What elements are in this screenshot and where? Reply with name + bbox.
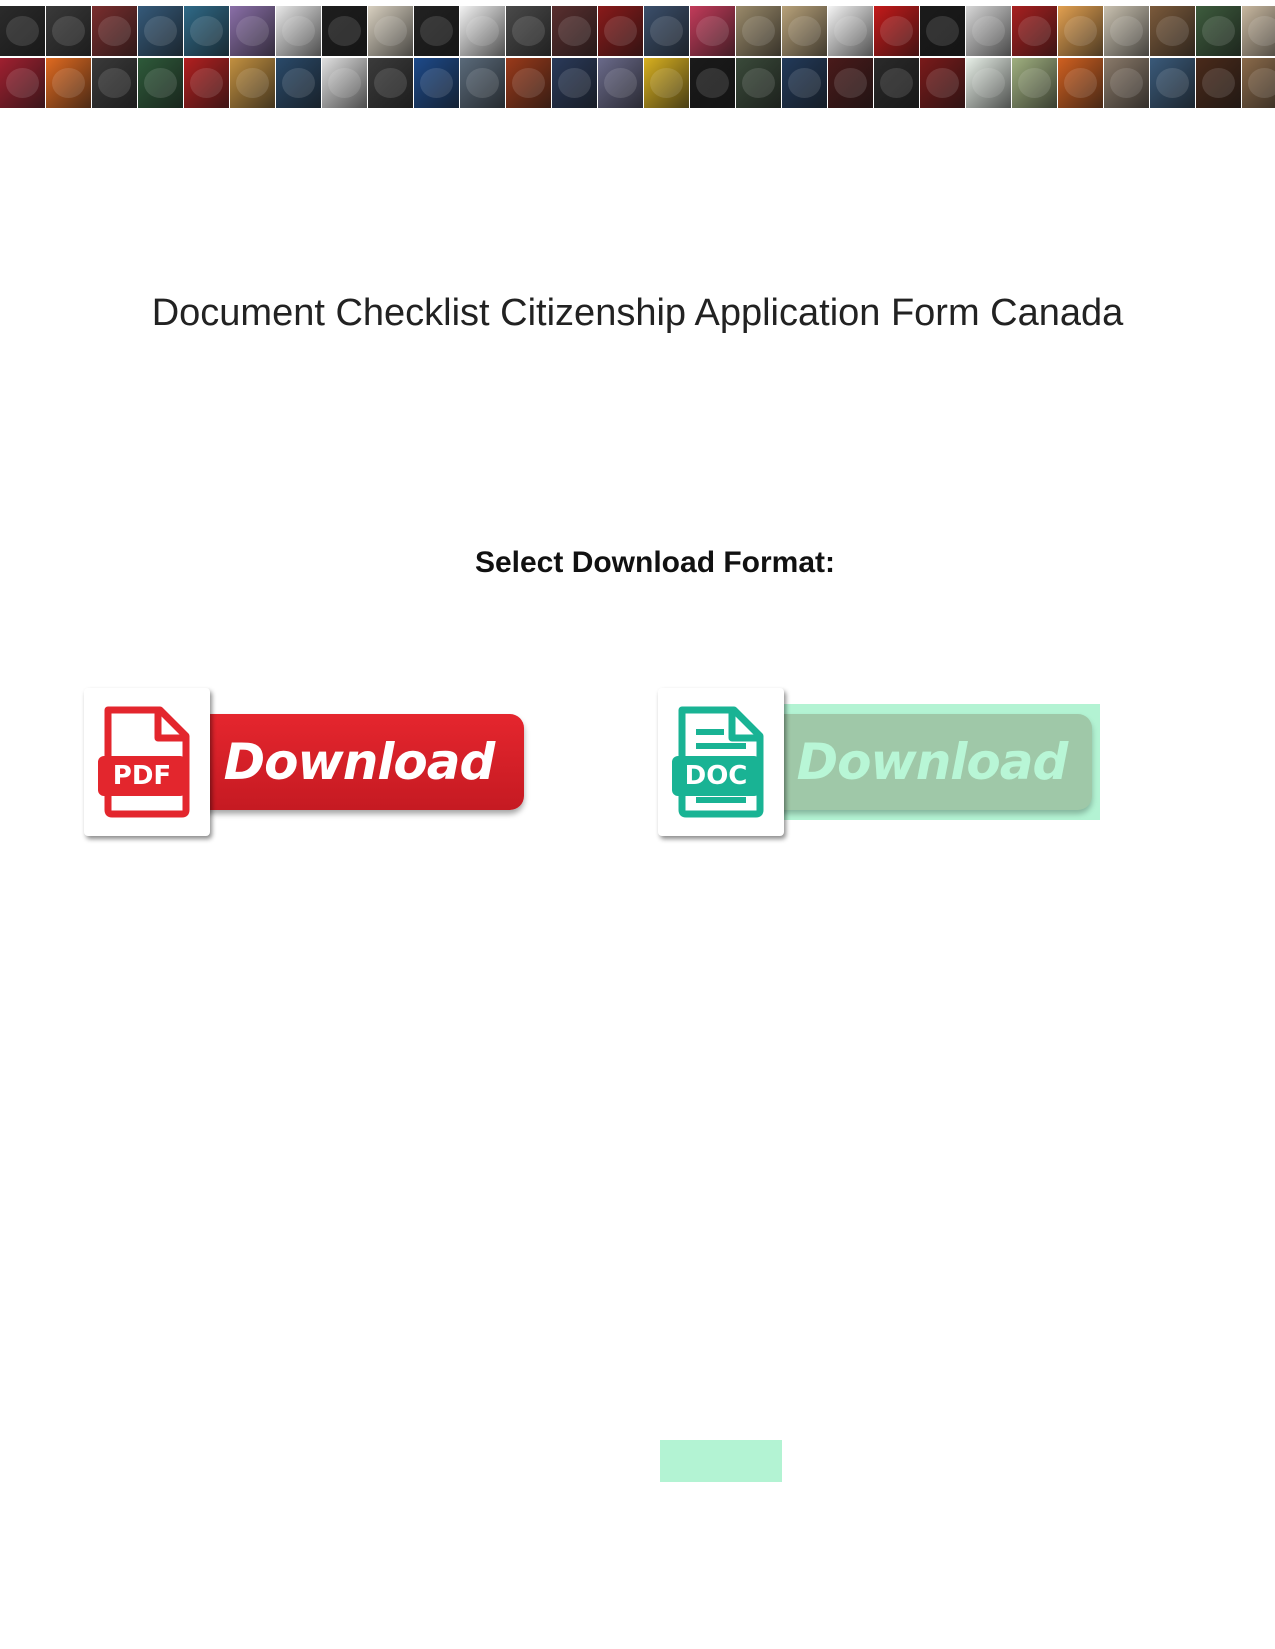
media-cover-tile [460, 58, 505, 108]
media-cover-tile [828, 58, 873, 108]
download-doc-label: Download [796, 733, 1068, 791]
download-pdf-label: Download [223, 733, 495, 791]
media-cover-tile [138, 6, 183, 56]
media-cover-tile [1104, 6, 1149, 56]
media-cover-tile [1150, 58, 1195, 108]
media-cover-tile [782, 6, 827, 56]
media-cover-tile [92, 6, 137, 56]
media-cover-tile [460, 6, 505, 56]
media-cover-tile [0, 58, 45, 108]
media-cover-tile [598, 58, 643, 108]
download-pdf-button[interactable] [84, 688, 542, 840]
media-cover-tile [92, 58, 137, 108]
media-cover-tile [966, 58, 1011, 108]
media-cover-tile [0, 6, 45, 56]
media-cover-tile [1104, 58, 1149, 108]
bottom-highlight-block [660, 1440, 782, 1482]
media-cover-tile [184, 58, 229, 108]
media-cover-tile [736, 58, 781, 108]
media-cover-tile [920, 58, 965, 108]
media-cover-tile [1012, 6, 1057, 56]
media-cover-tile [46, 58, 91, 108]
media-cover-tile [644, 6, 689, 56]
download-pdf-bar[interactable] [184, 714, 524, 810]
media-cover-tile [1150, 6, 1195, 56]
media-cover-banner [0, 6, 1275, 108]
select-format-heading: Select Download Format: [474, 546, 836, 579]
download-doc-button[interactable] [658, 688, 1100, 840]
doc-badge: DOC [672, 756, 760, 796]
media-cover-tile [644, 58, 689, 108]
media-cover-tile [966, 6, 1011, 56]
pdf-file-card [84, 688, 210, 836]
download-doc-bar[interactable] [762, 714, 1092, 810]
media-cover-tile [414, 58, 459, 108]
media-cover-tile [1242, 58, 1275, 108]
media-cover-tile [230, 6, 275, 56]
media-cover-tile [782, 58, 827, 108]
pdf-badge: PDF [98, 756, 186, 796]
banner-row-top [0, 6, 1275, 56]
media-cover-tile [828, 6, 873, 56]
media-cover-tile [552, 6, 597, 56]
media-cover-tile [874, 58, 919, 108]
media-cover-tile [552, 58, 597, 108]
media-cover-tile [230, 58, 275, 108]
media-cover-tile [506, 58, 551, 108]
media-cover-tile [322, 58, 367, 108]
media-cover-tile [1012, 58, 1057, 108]
media-cover-tile [1196, 6, 1241, 56]
media-cover-tile [690, 58, 735, 108]
page-title: Document Checklist Citizenship Application Form Canada [151, 292, 1124, 334]
banner-row-bottom [0, 58, 1275, 108]
media-cover-tile [184, 6, 229, 56]
doc-file-card [658, 688, 784, 836]
media-cover-tile [414, 6, 459, 56]
media-cover-tile [506, 6, 551, 56]
media-cover-tile [276, 58, 321, 108]
media-cover-tile [690, 6, 735, 56]
media-cover-tile [920, 6, 965, 56]
media-cover-tile [598, 6, 643, 56]
media-cover-tile [736, 6, 781, 56]
media-cover-tile [1058, 6, 1103, 56]
media-cover-tile [1196, 58, 1241, 108]
media-cover-tile [874, 6, 919, 56]
media-cover-tile [368, 58, 413, 108]
media-cover-tile [276, 6, 321, 56]
media-cover-tile [368, 6, 413, 56]
media-cover-tile [46, 6, 91, 56]
media-cover-tile [322, 6, 367, 56]
media-cover-tile [138, 58, 183, 108]
media-cover-tile [1242, 6, 1275, 56]
media-cover-tile [1058, 58, 1103, 108]
